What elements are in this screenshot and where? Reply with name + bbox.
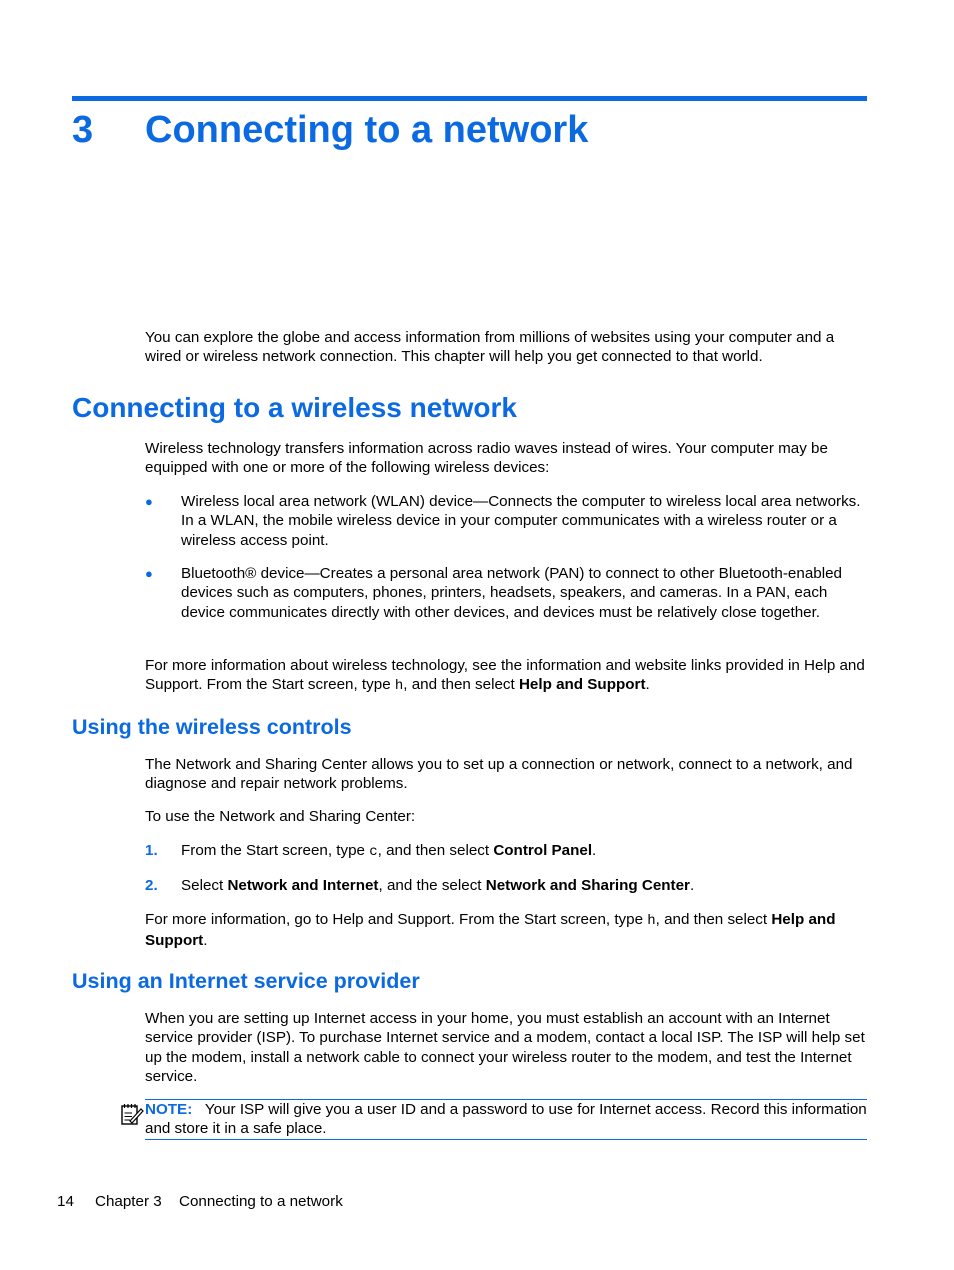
note-label: NOTE: [145, 1101, 193, 1118]
footer-title: Connecting to a network [179, 1193, 343, 1210]
list-item: Bluetooth® device—Creates a personal area network (PAN) to connect to other Bluetooth-enabled devices such as computers, phones, printers, headsets, speakers, and cameras. In a PAN, each device communicates directly with other devices, and devices must be relatively close together. [181, 565, 842, 621]
controls-lead: To use the Network and Sharing Center: [145, 808, 416, 825]
isp-body: When you are setting up Internet access in your home, you must establish an account with an Internet service provider (ISP). To purchase Internet service and a modem, contact a local ISP. The ISP will help set up the modem, install a network cable to connect your wireless router to the modem, and test the Internet service. [145, 1010, 865, 1085]
chapter-title: Connecting to a network [145, 109, 589, 151]
section-heading-wireless: Connecting to a wireless network [72, 392, 517, 423]
list-item: Wireless local area network (WLAN) device—Connects the computer to wireless local area networks. In a WLAN, the mobile wireless device in your computer communicates with a wireless router or a wireless access point. [181, 493, 861, 549]
note-text: Your ISP will give you a user ID and a password to use for Internet access. Record this information and store it in a safe place. [145, 1101, 867, 1138]
chapter-intro: You can explore the globe and access information from millions of websites using your computer and a wired or wireless network connection. This chapter will help you get connected to that world. [145, 329, 835, 366]
step-item: From the Start screen, type c, and then select Control Panel. [181, 842, 597, 860]
subsection-heading-isp: Using an Internet service provider [72, 969, 420, 993]
note-pad-icon [120, 1102, 144, 1126]
wireless-intro: Wireless technology transfers information across radio waves instead of wires. Your computer may be equipped with one or more of the following wireless devices: [145, 440, 828, 477]
footer-chapter: Chapter 3 [95, 1193, 162, 1210]
bullet-icon: ● [145, 494, 153, 509]
controls-intro: The Network and Sharing Center allows you to set up a connection or network, connect to a network, and diagnose and repair network problems. [145, 756, 853, 793]
step-number: 2. [145, 877, 158, 894]
step-item: Select Network and Internet, and the select Network and Sharing Center. [181, 877, 695, 894]
chapter-number: 3 [72, 109, 94, 151]
step-number: 1. [145, 842, 158, 859]
wireless-more-info: For more information about wireless technology, see the information and website links provided in Help and Support. From the Start screen, type h, and then select Help and Support. [145, 657, 865, 695]
subsection-heading-controls: Using the wireless controls [72, 715, 352, 739]
bullet-icon: ● [145, 566, 153, 581]
chapter-rule [72, 96, 867, 101]
note-bottom-rule [145, 1139, 867, 1140]
note-block [145, 1100, 867, 1139]
page-number: 14 [57, 1193, 74, 1210]
controls-more-info: For more information, go to Help and Support. From the Start screen, type h, and then select Help and Support. [145, 911, 836, 950]
